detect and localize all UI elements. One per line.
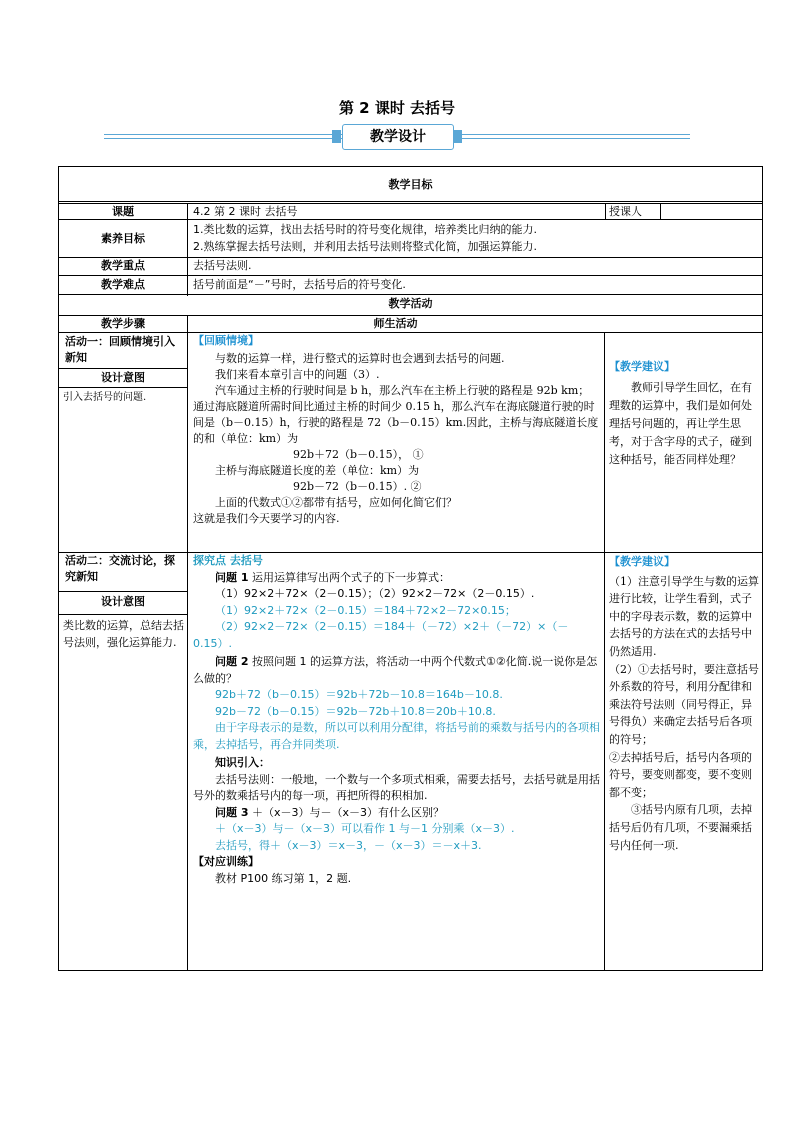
act1-design-label: 设计意图 [101, 371, 145, 384]
act1-step: 活动一：回顾情境引入新知 [65, 335, 175, 364]
row-goals-value: 1.类比数的运算，找出去括号时的符号变化规律，培养类比归纳的能力. 2.熟练掌握去括号法则，并利用去括号法则将整式化简，加强运算能力. [193, 223, 537, 253]
act2-content: 探究点 去括号 问题 1 运用运算律写出两个式子的下一步算式： （1）92×2＋72×（2－0.15）；（2）92×2－72×（2－0.15）. （1）92×2＋72×（2－0.15）＝184＋72×2－72×0.15； （2）92×2－72×（2－0.15）＝184＋（－72）×2＋（－72）×（－0.15）. 问题 2 按照问题 1 的运算方法，将活动一中两个代数式①②化简.说一说你是怎么做的？ 92b＋72（b－0.15）＝92b＋72b－10.8＝164b－10.8. 92b－72（b－0.15）＝92b－72b＋10.8＝20b＋10.8. 由于字母表示的是数，所以可以利用分配律，将括号前的乘数与括号内的各项相乘，去掉括号，再合并同类项. 知识引入： 去括号法则：一般地，一个数与一个多项式相乘，需要去括号，去括号就是用括号外的数乘括号内的每一项，再把所得的积相加. 问题 3 ＋（x－3）与－（x－3）有什么区别？ ＋（x－3）与－（x－3）可以看作 1 与－1 分别乘（x－3）. 去括号，得＋（x－3）＝x－3，－（x－3）＝－x＋3. 【对应训练】 教材 P100 练习第 1，2 题. [193, 554, 600, 885]
act2-step: 活动二：交流讨论，探究新知 [65, 554, 175, 583]
row-diff-value: 括号前面是“－”号时，去括号后的符号变化. [193, 278, 406, 291]
act1-heading: 【回顾情境】 [193, 334, 259, 347]
row-key-value: 去括号法则. [193, 259, 252, 272]
col-activity: 师生活动 [373, 317, 418, 330]
section-banner [104, 126, 690, 148]
col-steps: 教学步骤 [101, 317, 145, 330]
banner-label: 教学设计 [342, 124, 454, 150]
page-title: 第 2 课时 去括号 [338, 99, 456, 117]
act1-advice-heading: 【教学建议】 [609, 360, 675, 373]
act1-advice: 【教学建议】 教师引导学生回忆，在有理数的运算中，我们是如何处理括号问题的，再让学生思考，对于含字母的式子，碰到这种括号，能否同样处理？ [609, 359, 757, 469]
act2-design-text: 类比数的运算，总结去括号法则，强化运算能力. [63, 619, 184, 649]
act2-heading: 探究点 去括号 [193, 554, 263, 567]
act2-advice-heading: 【教学建议】 [609, 555, 675, 568]
row-topic-teacher: 授课人 [609, 205, 642, 218]
lesson-plan-table [58, 166, 763, 971]
row-topic-label: 课题 [112, 205, 134, 218]
row-key-label: 教学重点 [101, 259, 145, 272]
section-goal: 教学目标 [388, 178, 433, 191]
act2-design-label: 设计意图 [101, 595, 145, 608]
act2-advice: 【教学建议】 （1）注意引导学生与数的运算进行比较，让学生看到，式子中的字母表示数，数的运算中去括号的方法在式的去括号中仍然适用. （2）①去括号时，要注意括号外系数的符号，利用分配律和乘法符号法则（同号得正，异号得负）来确定去括号后各项的符号； ②去掉括号后，括号内各项的符号，要变则都变，要不变则都不变； ③括号内原有几项，去掉括号后仍有几项，不要漏乘括号内任何一项. [609, 555, 759, 852]
act1-design-text: 引入去括号的问题. [63, 392, 147, 403]
row-topic-value: 4.2 第 2 课时 去括号 [193, 205, 298, 218]
act1-content: 【回顾情境】 与数的运算一样，进行整式的运算时也会遇到去括号的问题. 我们来看本章引言中的问题（3）. 汽车通过主桥的行驶时间是 b h，那么汽车在主桥上行驶的路程是 92b km；通过海底隧道所需时间比通过主桥的时间少 0.15 h，那么汽车在海底隧道行驶的时间是（b－0.15）h，行驶的路程是 72（b－0.15）km.因此，主桥与海底隧道长度的和（单位：km）为 92b＋72（b－0.15）， ① 主桥与海底隧道长度的差（单位：km）为 92b－72（b－0.15）. ② 上面的代数式①②都带有括号，应如何化简它们？ 这就是我们今天要学习的内容. [193, 334, 599, 525]
section-activity: 教学活动 [388, 297, 433, 310]
row-goals-label: 素养目标 [101, 232, 145, 245]
row-diff-label: 教学难点 [101, 278, 145, 291]
